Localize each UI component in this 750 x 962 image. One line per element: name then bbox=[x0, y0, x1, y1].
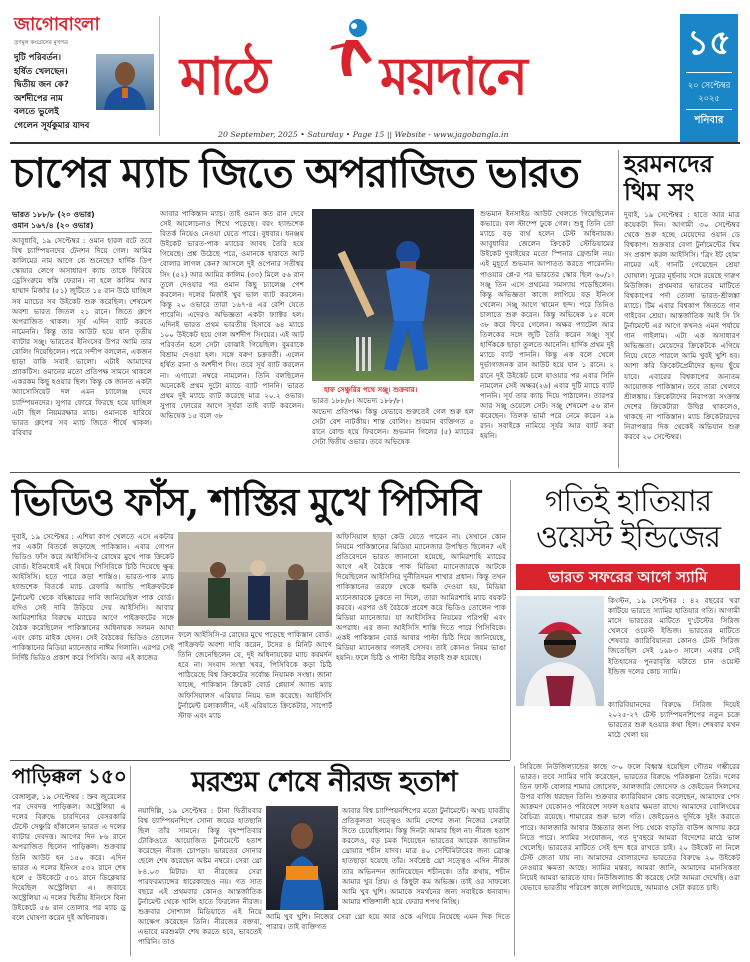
javelin-athlete-photo-icon bbox=[266, 806, 338, 910]
coach-photo-icon bbox=[516, 596, 604, 706]
batsman-photo-icon bbox=[312, 209, 474, 381]
meeting-photo-icon bbox=[178, 532, 332, 626]
story1-col2: আবার পাকিস্তান ম্যাচ। তাই ওমান কত রান দেবে সেই আলোচনাও শিখে পড়েছে। বরং হ্যান্ডশেক বিতর্ক নিয়েও নেওয়া যেতে পারে। বুধবার। ধনঞ্জয় উইকেট ভারত-পাক ম্যাচের আবহ তৈরি হয়ে গিয়েছে। প্রশ্ন উঠেছে পরে, ওমানকে হারাতে আট বোলার লাগল কেন? আসলে দুই ওপেনার সতীশ্বর সিং (৫২) আর আমির কালিম (৩৩) মিলে ৫৬ রান তুলে দেওয়ার পর ওমান কিছু চ্যালেঞ্জ পেশ করলেন। দলের মির্জাই খুব ভাল ব্যাট করলেন। কিন্তু ২০ ওভারে তারা ১৬৭-৪ এর বেশি যেতে পারেনি। এদেরও অভিজ্ঞতা একটা ফ্যাক্টর হল। এদিনই ভারত প্রথম ভারতীয় হিসাবে ৬৪ ম্যাচে ১০০ উইকেট হয়ে গেল অর্শদীপ সিংয়ের। এই আট পরিবর্তন হলে সেটা বোঝাই গিয়েছিল। বুমরাকে বিশ্রাম দেওয়া হল। সঙ্গে বরুণ চক্রবর্তী। এলেন হর্ষিত রানা ও অর্শদীপ সিং। তবে সূর্য ব্যাট করলেন না। এগারো নম্বরে নামলেন। তিনি বলছিলেন অনেকেই প্রথম দুটো ম্যাচে ব্যাট পাননি। ভারত প্রথম দুই ম্যাচে ব্যাট করেছে মাত্র ২০.২ ওভার। সুপার ফোরের আগে সূর্যরা তাই ব্যাট করলেন। অভিষেক ১৫ বলে ৩৮ bbox=[160, 209, 304, 420]
story5-body: বেঙ্গালুরু, ১৯ সেপ্টেম্বর : স্রুব জুরেলের পর দেবদত্ত পাড়িক্কল। অস্ট্রেলিয়া এ দলের বিরুদ্ধে চারদিনের বেসরকারি টেস্টে সেঞ্চুরি হাঁকালেন ভারত এ দলের ব্যাটার দেবদত্ত। আগের দিন ৮৬ রানে অপরাজিত ছিলেন পাড়িক্কল। শুক্রবার তিনি আউট হন ১৫০ করে। এদিন ভারত এ দলের ইনিংস ৫৩২ রানে শেষ হলে ৫ উইকেটে ৫৩১ রানে ডিক্লেয়ার দিয়েছিল অস্ট্রেলিয়া এ। জবাবে অস্ট্রেলিয়া এ দলের দ্বিতীয় ইনিংসে বিনা উইকেটে ৫৬ রান তোলার পর ম্যাচ ড্র বলে ঘোষণা করেন দুই অধিনায়ক। bbox=[12, 792, 126, 923]
section-title-a: মাঠে bbox=[180, 46, 269, 107]
story6-caption: আমি খুব খুশি। নিজের সেরা থ্রো হয়ে আর ওকে এগিয়ে নিয়েছে এমন দিক দিতে পারার। তাই ব্যক্তিগত bbox=[266, 912, 510, 932]
story4-body: কিংস্টন, ১৯ সেপ্টেম্বর : ৪২ বছরের খরা কাটিয়ে ভারতে স্যামির হাতিয়ার গতি। আগামী মাসে ভারতের মাটিতে দু'টেস্টের সিরিজ খেলবে ওয়েস্ট ইন্ডিজ। ভারতের মাটিতে শেষবার ক্যারিবিয়ানরা কোনও টেস্ট সিরিজ জিতেছিল সেই ১৯৮৩ সালে। এবার সেই ইতিহাসের পুনরাবৃত্তি ঘটাতে চান ওয়েস্ট ইন্ডিজ দলের কোচ স্যামি। bbox=[608, 596, 740, 676]
brand-logo bbox=[14, 10, 164, 48]
story6-photo bbox=[266, 806, 338, 910]
story1-col1: আবুধাবি, ১৯ সেপ্টেম্বর : ওমান হারল বটে তবে বিশ্ব চ্যাম্পিয়নদের টেনশন দিয়ে গেল। আমির কালিমের নাম আগে কে শুনেছে? হার্দিক ডিপ স্কোয়ার লেগে অসাধারণ ক্যাচ তাকে ফিরিয়ে ড্রেসিংরুমে স্বস্তি ফেরান। না হলে কালিম আর হাম্মাদ মির্জার (৫১) জুটিতে ১৫ রান উঠে যাচ্ছিল সব ম্যাচের সব উইকেট শুরু করেছিল। শেষমেশ অবশ্য ভারত জিতল ২১ রানে। জিতে গ্রুপে অপরাজিত থাকল। সূর্য এদিন ব্যাট করতে নামেননি। কিন্তু তার আউট হয়ে যান তৃতীয় ব্যাটার সঞ্জু। ভারতের ইনিংসের উপর আমি তার বোলিং দিয়েছিলেন। পরে সন্দীপ বললেন, একজন ছাড়া বাকি সবাই ভালো। এটাই আমাদের প্র্যাকটিস। ওমানের মতো প্রতিপক্ষ সামনে থাকলে একরকম কিছু হওয়ার ছিল। কিন্তু কে জানত একটা অ্যাসোসিয়েট দল এমন চ্যালেঞ্জ দেবে চ্যাম্পিয়নদের। সুপার ফোরে ফিরছে হয়ে যাচ্ছিল এটা ছিল নিয়মরক্ষার ম্যাচ। ওমানকে হারিয়ে ভারত গ্রুপের সব ম্যাচ জিতে শীর্ষে থাকল। রবিবার bbox=[12, 236, 152, 437]
story3-col1: দুবাই, ১৯ সেপ্টেম্বর : এশিয়া কাপ খেলতে এসে একটার পর একটা বিতর্কে জড়াচ্ছে পাকিস্তান। এবার গোপন ভিডিও ফাঁস করে আইসিসি-র রোষের মুখে পাক ক্রিকেট বোর্ড। ইতিমধ্যেই এই বিষয়ে পিসিবিকে চিঠি দিয়েছে ক্ষুব্ধ আইসিসি। হতে পারে কড়া শাস্তিও। ভারত-পাক ম্যাচ হ্যান্ডশেক বিতর্কে ম্যাচ রেফারি অ্যান্ডি পাইক্রফটকে টুর্নামেন্ট থেকে বহিষ্কারের দাবি জানিয়েছিল পাক বোর্ড। যদিও সেই দাবি উড়িয়ে দেয় আইসিসি। আবার আমিরশাহির বিরুদ্ধে ম্যাচের আগে পাইক্রফটের সঙ্গে বৈঠক করেছিলেন পাকিস্তানের অধিনায়ক সলমন আঘা এবং কোচ মাইক হেসন। সেই বৈঠকের ভিডিও তোলেন পাকিস্তানের মিডিয়া ম্যানেজার নাঈম গিলানি। এরপর সেই নির্দিষ্ট ভিডিও প্রকাশ করে পিসিবি। আর এই কাজের bbox=[12, 532, 174, 663]
story4-body3: সিরিজে নিউজিল্যান্ডের কাছে ৩-০ ফলে বিধ্বস্ত হয়েছিল গৌতম গম্ভীরের ভারত। তবে স্যামির দাবি করেছেন, ভারতের বিরুদ্ধে পরিকল্পনা তৈরি। দলের তিন ফাস্ট বোলার শামার জোসেফ, আলজারি জোসেফ ও জেইডেন সিলসের উপর বাজি ধরছেন তিনি। শুক্রবার ক্যারিবিয়ান কোচ বলেছেন, আমাদের পেস আক্রমণ যেকোনও পরিবেশে সফল হওয়ার ক্ষমতা রাখে। আমাদের বোলিংয়ের বৈচিত্র্য রয়েছে। শামারের শুরু ভাল গতি। জেইডেনও দুর্দিকে সুইং করাতে পারে। আলজারি আবার উচ্চতার জন্য পিচ থেকে বাড়তি বাউন্স আদায় করে নিতে পারে। স্যামির সংযোজন, গত দু'বছরে আমরা বিদেশের মাঠে ভাল খেলেছি। ভারতের মাটিতে সেই ছন্দ ধরে রাখতে চাই। ২০ উইকেট না নিলে টেস্ট জেতা যায় না। আমাদের বোলারদের ভারতের বিরুদ্ধে ২০ উইকেট নেওয়ার ক্ষমতা আছে। স্যামির মন্তব্য, আমরা জানি, আমাদের মানসিকতা নিয়েই আমরা ভারতে যাব। নিউজিল্যান্ড কী করেছে সেটা আমরা দেখেছি। ওরা যেভাবে ভারতীয় পরিবেশ কাজে লাগিয়েছে, আমরাও সেটা করতে চাই। bbox=[520, 762, 740, 893]
story1-headline: চাপের ম্যাচ জিতে অপরাজিত ভারত bbox=[12, 149, 579, 197]
story4-headline2: ওয়েস্ট ইন্ডিজের bbox=[535, 520, 721, 555]
dateline: 20 September, 2025 • Saturday • Page 15 || Website - www.jagobangla.in bbox=[218, 130, 509, 139]
teaser-text: দুটি পরিবর্তন। হর্ষিত খেলছেন। দ্বিতীয় জন কে? অর্শদীপের নাম বলতে ভুলেই গেলেন সূর্যকুমার যাদব bbox=[14, 53, 90, 131]
story4-banner bbox=[516, 564, 740, 590]
story6-col3: আবার বিশ্ব চ্যাম্পিয়নশিপের মতো টুর্নামেন্টে। অথচ যাবতীয় প্রতিকূলতা সত্ত্বেও আমি দেশের জন্য নিজের সেরাটা দিতে চেয়েছিলাম। কিন্তু দিনটা আমার ছিল না। নীরজ হতাশ করলেও, বড় চমক দিয়েছেন ভারতের আরেক জ্যাভলিন থ্রোয়ার শচীন যাদব। মাত্র ৪০ সেন্টিমিটারের জন্য ব্রোঞ্জ হাতছাড়া হয়েছে তাঁর। সর্বশ্রেষ্ঠ থ্রো সত্ত্বেও এদিন নীরজ তার অভিনন্দন জানিয়েছেন শচীনকে। তাঁর কথায়, শচীন আমার খুব প্রিয়। ও কিছুটা কম অভিজ্ঞ। তাই ওর সাফল্যে আমি খুব খুশি। আমাকে সমর্থনের জন্য সবাইকে ধন্যবাদ। আমার শক্তিশালী হয়ে ফেরার শপথ নিচ্ছি। bbox=[342, 806, 510, 906]
story1-col4: শুভমান ইনসাইড আউট খেলতে গিয়েছিলেন কভারে। বল স্টাম্পে ঢুকে গেল। শুধু তিনি তো ম্যাচে বড় ব্যর্থ হলেন টেস্ট অধিনায়ক। আবুধাবির জেলেন ক্রিকেট স্টেডিয়ামের উইকেট দুবাইয়ের মতো স্পিনার ফ্রেন্ডলি নয়। এই মুহূর্তে শুভমান আপাতত করতে পারেননি। পাওয়ার প্লে-র পর ভারতের স্কোর ছিল ৬০/১। সঞ্জু তিন এসে প্রথমের সমস্যায় পড়েছিলেন। কিন্তু অভিজ্ঞতা কাজে লাগিয়ে বড় ইনিংস খেলেন। সঞ্জু আগে থামেন ছন্দ। পরে তিনিও চালাতে শুরু করেন। কিন্তু অভিষেক ১৫ বলে ৩৮ করে ফিরে গেলেন। অক্ষর প্যাটেল আর তিলকের সঙ্গে জুটি তৈরি করেন সঞ্জু। সূর্য হার্দিককে ছাড়া তুলতে আনেনি। হার্দিক প্রথম দুই ম্যাচে ব্যাট পাননি। কিন্তু এক বলে খেলে দুর্ভাগ্যজনক রান আউট হয়ে যান ১ রানে। ২ রানে দুই উইকেট চলে যাওয়ার পর এবার সিনি নামলেন সেই অক্ষর(২৬) এবার দুটি ম্যাচে ব্যাট পাননি। সূর্য তার ক্যাচ দিয়ে পাঠালেন। তারপর আর সঞ্জু ওয়েলে সেট। সঞ্জু শেষমেশ ৫৬ রান করেছেন। তিলক ভার্মা পরে নেমে করেন ২৯ রান। সবাইকে নামিয়ে সূর্যর আর ব্যাট করা হয়নি। bbox=[480, 209, 614, 441]
story1-col3-top: ভারত ১৮৮/৮। অভেদ্য ১৮৮/৮। bbox=[312, 396, 404, 405]
story3-col3: অফিসিয়াল ছাড়া কেউ যেতে পারেন না। সেখানে কোন নিয়মে পাকিস্তানের মিডিয়া ম্যানেজার উপস্থিত ছিলেন? এই প্রতিবেদনে ভারত জানানো হয়েছে, আমিরশাহি ম্যাচের আগে এই বৈঠকে পাক মিডিয়া ম্যানেজারকে আটকে দিয়েছিলেন আইসিসির দুর্নীতিদমন শাখার প্রধান। কিন্তু তখন পাকিস্তানের তরফে থেকে হুমকি দেওয়া হয়, মিডিয়া ম্যানেজারকে ঢুকতে না দিলে, তারা আমিরশাহি ম্যাচ বয়কট করবে। এরপর ওই বৈঠকে প্রবেশ করে ভিডিও তোলেন পাক মিডিয়া ম্যানেজার। যা আইসিসির নিয়মের পরিপন্থী এবং অপরাধ। এর জন্য আইসিসি শাস্তি দিতে পারে পিসিবিকে। একই পাকিস্তান বোর্ড আবার পাল্টা চিঠি দিয়ে জানিয়েছে, মিডিয়া ম্যানেজার গলতই সেসব। তাই কোনও নিয়ম ভাঙা হয়নি। ফলে চিঠি ও পাল্টা চিঠির লড়াই শুরু হয়েছে। bbox=[336, 532, 506, 663]
date-box bbox=[680, 14, 738, 142]
story3-headline: ভিডিও ফাঁস, শাস্তির মুখে পিসিবি bbox=[12, 479, 480, 524]
section-title-b: ময়দানে bbox=[380, 46, 526, 107]
story1-score2: ওমান ১৬৭/৪ (২০ ওভার) bbox=[12, 221, 94, 230]
story2-headline: হরমনদের থিম সং bbox=[624, 149, 713, 206]
story6-col1: নয়াদিল্লি, ১৯ সেপ্টেম্বর : টানা দ্বিতীয়বার বিশ্ব চ্যাম্পিয়নশিপে সোনা জয়ের হাতছানি ছিল তাঁর সামনে। কিন্তু বৃহস্পতিবার টোকিওতে আয়োজিত টুর্নামেন্টে হতাশ করেছেন নীরজ চোপড়া। ভারতের সোনার ছেলে শেষ করেছেন অষ্টম নম্বরে। সেরা থ্রো ৮৪.০৩ মিটার। যা নীরজের সেরা পারফরম্যান্সের ধারেকাছেও নয়। গত সাত বছরে এই প্রথমবার কোনও আন্তর্জাতিক টুর্নামেন্ট থেকে খালি হাতে ফিরলেন নীরজ। শুক্রবার সোশ্যাল মিডিয়াতে এই নিয়ে আক্ষেপ করেছেন তিনি। নীরজের বক্তব্য, এভাবে মরশুমটা শেষ করতে হবে, ভাবতেই পারিনি। তাও bbox=[138, 806, 262, 947]
story1-caption: হাফ সেঞ্চুরির পথে সঞ্জু। শুক্রবার। bbox=[324, 386, 418, 394]
story4-headline1: গতিই হাতিয়ার bbox=[544, 484, 712, 519]
page-number: ১৫ bbox=[686, 23, 732, 63]
story4-photo bbox=[516, 596, 604, 706]
story6-headline: মরশুম শেষে নীরজ হতাশ bbox=[191, 765, 457, 798]
story4-banner-text: ভারত সফরের আগে স্যামি bbox=[548, 568, 708, 586]
section-title bbox=[174, 34, 674, 114]
story3-photo bbox=[178, 532, 332, 626]
player-photo-icon bbox=[96, 54, 154, 110]
story4-body2: ক্যারিবিয়ানদের বিরুদ্ধে সিরিজ দিয়েই ২০২৫-২৭ টেস্ট চ্যাম্পিয়নশিপের নতুন চক্রে ভারতের শুরু হওয়ার কথা ছিল। শেষবার যখন মাঠে খেলা হয় bbox=[608, 700, 740, 740]
story1-photo bbox=[312, 209, 474, 381]
masthead-divider bbox=[159, 16, 160, 136]
footballer-icon bbox=[324, 16, 384, 98]
story5-headline: পাড়িক্কল ১৫০ bbox=[12, 764, 127, 788]
story1-score1: ভারত ১৮৮/৮ (২০ ওভার) bbox=[12, 210, 95, 219]
story3-col2: ফলে আইসিসি-র রোষের মুখে পড়েছে পাকিস্তান বোর্ড। পাইক্রফট অবশ্য দাবি করেন, টসের ৪ মিনিট আগে তিনি জেনেছিলেন যে, দুই অধিনায়কের ম্যাচ করমর্দন হবে না। সংবাদ সংস্থা খবর, পিসিবিকে কড়া চিঠি পাঠিয়েছে বিশ্ব ক্রিকেটের সর্বোচ্চ নিয়ামক সংস্থা। জানা যাচ্ছে, পাকিস্তান ক্রিকেট বোর্ড প্লেয়ার্স অ্যান্ড ম্যাচ অফিসিয়ালস এরিয়ার নিয়ম ভঙ্গ করেছে। আইসিসি টুর্নামেন্ট চলাকালীন, এই এরিয়াতে ক্রিকেটার, সাপোর্ট স্টাফ এবং ম্যাচ bbox=[178, 630, 332, 720]
story1-col3: অভেদ্য প্রতিপক্ষ। কিন্তু যেভাবে শুরুতেই গেল শুরু হল সেটা বেশ নাটকীয়। শান্ত বোলিং। শুবমান ব্যক্তিগত ৫ রানে বোল্ড হয়ে ফিরলেন। শুভমান গিলের (৫) ম্যাচের সেটা দ্বিতীয় ওভার। তবে অভিষেক bbox=[312, 407, 474, 447]
story2-body: দুবাই, ১৯ সেপ্টেম্বর : হাতে আর মাত্র কয়েকটা দিন। আগামী ৩০ সেপ্টেম্বর থেকে শুরু হচ্ছে মেয়েদের ওয়ান ডে বিশ্বকাপ। শুক্রবার বেগা টুর্নামেন্টের থিম সং প্রকাশ করল আইসিসি। 'ব্রিং ইট হোম' নামের এই গানটি গেয়েছেন শ্রেয়া ঘোষাল। সুরের মূর্ছনায় সঙ্গে রয়েছে দারুণ মিউজিক। প্রথমবার ভারতের মাটিতে বিশ্বকাপের পর্দা তোলা ভারত-শ্রীলঙ্কা ম্যাচে। টিম এবার বিশ্বকাপ জিততে গান গাইবেন শ্রেয়া। আন্তর্জাতিক আই সি সি টুর্নামেন্টে এর আগে কখনও এমন পর্যায়ে গান গাইলাম। এটা এক অসাধারণ অভিজ্ঞতা। মেয়েদের ক্রিকেটকে এগিয়ে নিয়ে যেতে পারলে আমি খুবই খুশি হব। আশা করি ক্রিকেটপ্রেমীদের হৃদয় ছুঁয়ে যাবে। এবারের বিশ্বকাপের অন্যতম আয়োজক পাকিস্তান। তবে তারা খেলবে শ্রীলঙ্কায়। ক্রিকেটাদের নিরাপত্তা সংক্রান্ত দেশের ক্রিকেটারা উদ্বিগ্ন থাকলেও, থাকছে না পাকিস্তান। ম্যাচ ক্রিকেটারদের নিরাপত্তার দিক থেকেই অভিযান শুরু করবে ২০ সেপ্টেম্বর। bbox=[624, 210, 740, 442]
date-bn: ২০ সেপ্টেম্বর ২০২৫ bbox=[687, 80, 731, 103]
brand-name: জাগোবাংলা bbox=[14, 14, 100, 35]
day-bn: শনিবার bbox=[694, 115, 724, 126]
teaser-photo bbox=[96, 54, 154, 110]
brand-tagline: তৃণমূল কংগ্রেসের মুখপত্র bbox=[14, 40, 68, 46]
